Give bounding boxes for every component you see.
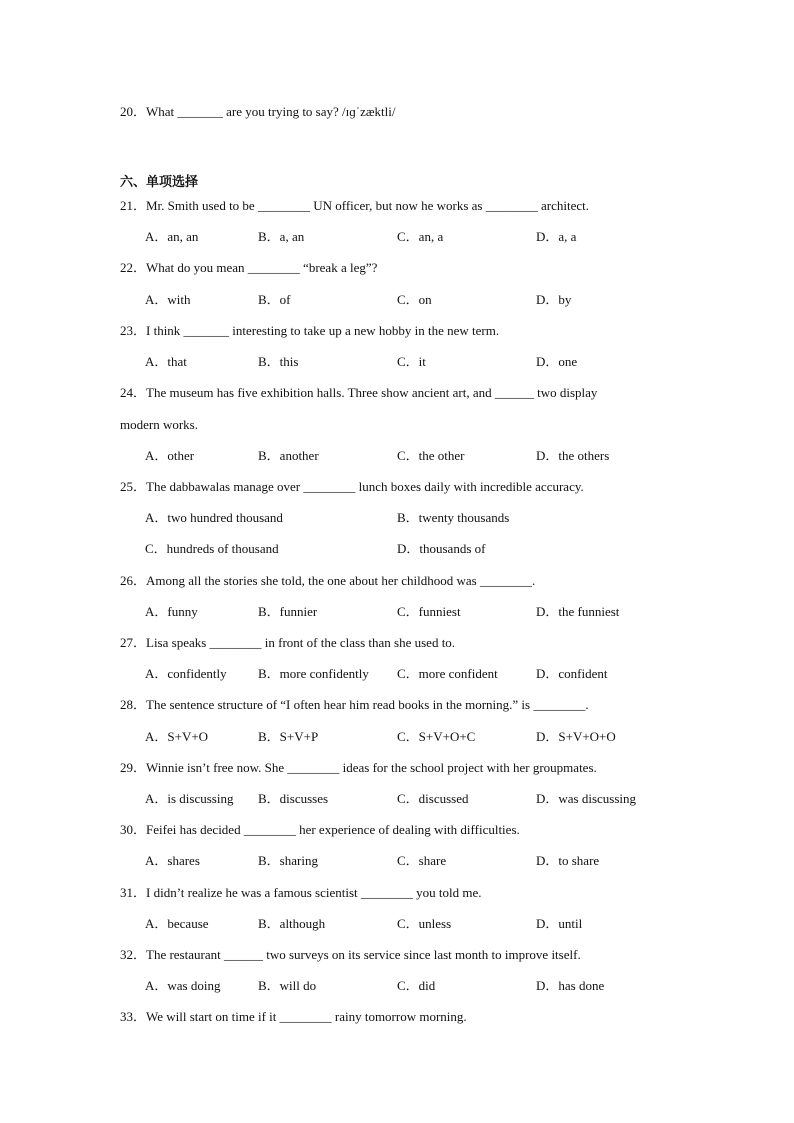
option-c: C．S+V+O+C <box>397 729 476 744</box>
option-a: A．an, an <box>145 229 199 244</box>
option-a: A．funny <box>145 604 198 619</box>
option-c: C．unless <box>397 916 452 931</box>
option-b: B．of <box>258 292 291 307</box>
option-a: A．because <box>145 916 209 931</box>
option-c: C．share <box>397 853 447 868</box>
option-b: B．although <box>258 916 326 931</box>
option-a: A．other <box>145 448 195 463</box>
option-d: D．the funniest <box>536 604 620 619</box>
option-c: C．an, a <box>397 229 444 244</box>
question-stem: 21．Mr. Smith used to be ________ UN officer, but now he works as ________ architect. <box>120 198 589 213</box>
option-d: D．confident <box>536 666 608 681</box>
option-c: C．funniest <box>397 604 461 619</box>
option-a: A．two hundred thousand <box>145 510 283 525</box>
option-d: D．a, a <box>536 229 577 244</box>
option-c: C．on <box>397 292 432 307</box>
option-a: A．shares <box>145 853 200 868</box>
option-d: D．until <box>536 916 583 931</box>
question-stem: 22．What do you mean ________ “break a leg”? <box>120 260 378 275</box>
option-c: C．did <box>397 978 436 993</box>
option-d: D．the others <box>536 448 610 463</box>
option-c: C．hundreds of thousand <box>145 541 279 556</box>
option-a: A．is discussing <box>145 791 234 806</box>
question-stem-continued: modern works. <box>120 417 198 432</box>
question-stem: 30．Feifei has decided ________ her experience of dealing with difficulties. <box>120 822 520 837</box>
option-b: B．this <box>258 354 299 369</box>
section-heading: 六、单项选择 <box>120 175 199 190</box>
question-stem: 23．I think _______ interesting to take up a new hobby in the new term. <box>120 323 500 338</box>
option-a: A．that <box>145 354 187 369</box>
option-d: D．was discussing <box>536 791 637 806</box>
option-b: B．twenty thousands <box>397 510 510 525</box>
option-d: D．by <box>536 292 572 307</box>
question-stem: 32．The restaurant ______ two surveys on its service since last month to improve itself. <box>120 947 581 962</box>
question-stem: 27．Lisa speaks ________ in front of the class than she used to. <box>120 635 456 650</box>
question-stem: 33．We will start on time if it ________ rainy tomorrow morning. <box>120 1009 467 1024</box>
option-b: B．more confidently <box>258 666 369 681</box>
option-b: B．will do <box>258 978 317 993</box>
option-d: D．S+V+O+O <box>536 729 616 744</box>
option-a: A．confidently <box>145 666 227 681</box>
option-b: B．funnier <box>258 604 318 619</box>
option-a: A．S+V+O <box>145 729 209 744</box>
question-stem: 26．Among all the stories she told, the one about her childhood was ________. <box>120 573 536 588</box>
option-c: C．it <box>397 354 426 369</box>
question-stem: 28．The sentence structure of “I often hear him read books in the morning.” is ________. <box>120 697 589 712</box>
option-b: B．another <box>258 448 319 463</box>
question-stem: 31．I didn’t realize he was a famous scientist ________ you told me. <box>120 885 482 900</box>
question-20: 20．What _______ are you trying to say? /ɪɡˈzæktli/ <box>120 104 396 119</box>
option-b: B．S+V+P <box>258 729 319 744</box>
option-a: A．was doing <box>145 978 221 993</box>
option-d: D．thousands of <box>397 541 486 556</box>
option-c: C．more confident <box>397 666 498 681</box>
question-stem: 29．Winnie isn’t free now. She ________ ideas for the school project with her groupmates. <box>120 760 597 775</box>
option-c: C．the other <box>397 448 465 463</box>
question-stem: 24．The museum has five exhibition halls. Three show ancient art, and ______ two display <box>120 385 598 400</box>
question-stem: 25．The dabbawalas manage over ________ lunch boxes daily with incredible accuracy. <box>120 479 584 494</box>
option-d: D．has done <box>536 978 605 993</box>
option-b: B．discusses <box>258 791 329 806</box>
option-d: D．one <box>536 354 578 369</box>
option-b: B．a, an <box>258 229 305 244</box>
option-b: B．sharing <box>258 853 318 868</box>
option-d: D．to share <box>536 853 600 868</box>
option-c: C．discussed <box>397 791 469 806</box>
option-a: A．with <box>145 292 191 307</box>
